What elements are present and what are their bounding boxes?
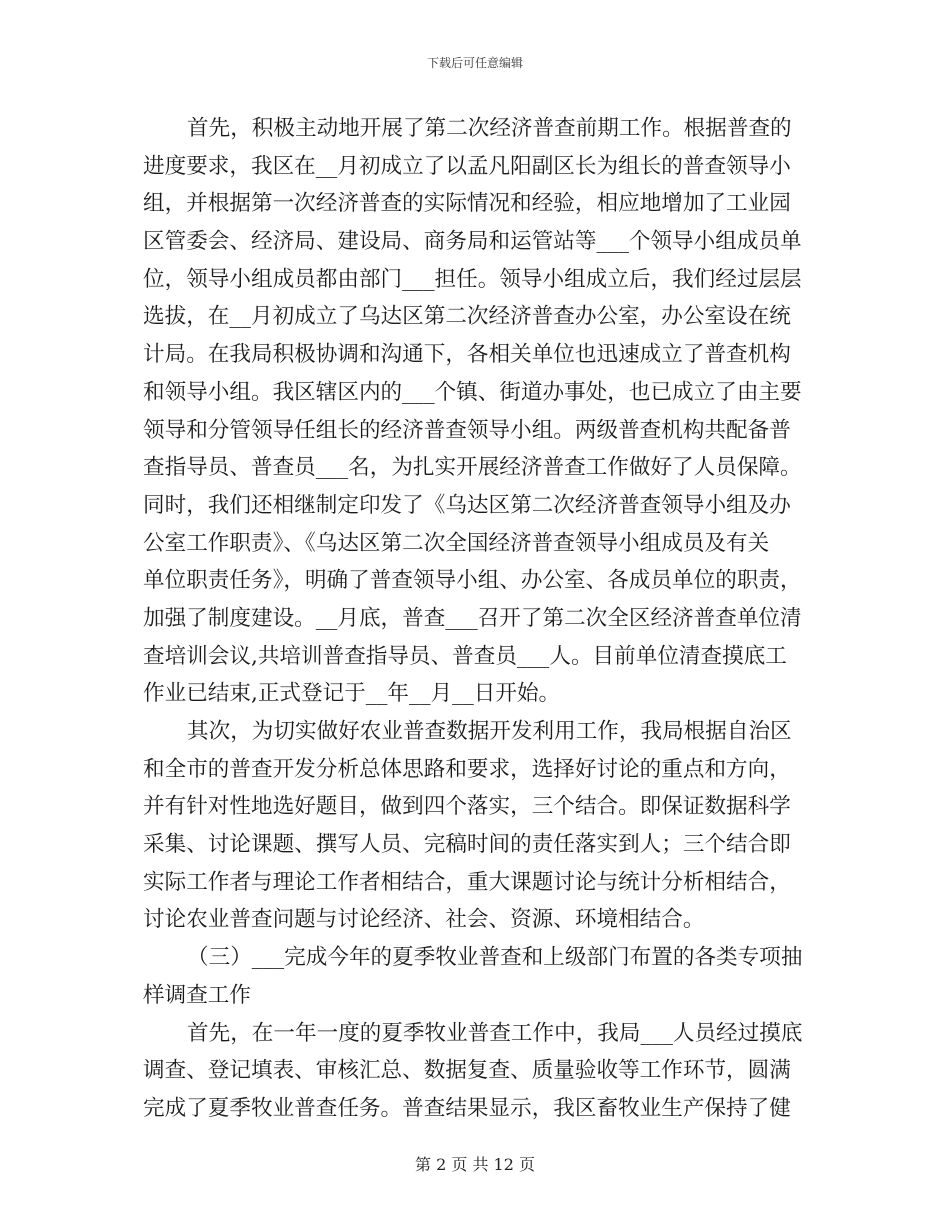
text-line: 同时，我们还相继制定印发了《乌达区第二次经济普查领导小组及办 xyxy=(143,492,791,518)
text-line: 公室工作职责》、《乌达区第二次全国经济普查领导小组成员及有关 xyxy=(143,530,770,556)
text-line: 区管委会、经济局、建设局、商务局和运管站等___个领导小组成员单 xyxy=(143,229,802,255)
page-number: 第 2 页 共 12 页 xyxy=(415,1155,535,1174)
text-line: 首先，在一年一度的夏季牧业普查工作中，我局___人员经过摸底 xyxy=(187,1020,803,1046)
section-heading: （三）___完成今年的夏季牧业普查和上级部门布置的各类专项抽 xyxy=(187,945,803,971)
text-line: 其次，为切实做好农业普查数据开发利用工作，我局根据自治区 xyxy=(187,719,792,744)
text-line: 计局。在我局积极协调和沟通下，各相关单位也迅速成立了普查机构 xyxy=(143,342,791,368)
text-line: 和全市的普查开发分析总体思路和要求，选择好讨论的重点和方向， xyxy=(143,756,791,782)
section-heading: 样调查工作 xyxy=(143,982,251,1008)
document-body xyxy=(143,110,808,1128)
text-line: 位，领导小组成员都由部门___担任。领导小组成立后，我们经过层层 xyxy=(143,266,802,292)
text-line: 查培训会议,共培训普查指导员、普查员___人。目前单位清查摸底工 xyxy=(143,643,787,669)
text-line: 单位职责任务》，明确了普查领导小组、办公室、各成员单位的职责， xyxy=(143,568,802,594)
text-line: 并有针对性地选好题目，做到四个落实，三个结合。即保证数据科学 xyxy=(143,794,791,820)
text-line: 完成了夏季牧业普查任务。普查结果显示，我区畜牧业生产保持了健 xyxy=(143,1095,791,1121)
header-note: 下载后可任意编辑 xyxy=(426,56,523,70)
text-line: 首先，积极主动地开展了第二次经济普查前期工作。根据普查的 xyxy=(187,116,792,141)
text-line: 查指导员、普查员___名，为扎实开展经济普查工作做好了人员保障。 xyxy=(143,455,802,481)
text-line: 调查、登记填表、审核汇总、数据复查、质量验收等工作环节，圆满 xyxy=(143,1058,791,1084)
text-line: 采集、讨论课题、撰写人员、完稿时间的责任落实到人；三个结合即 xyxy=(143,832,791,858)
text-line: 和领导小组。我区辖区内的___个镇、街道办事处，也已成立了由主要 xyxy=(143,379,802,405)
text-line: 选拔，在__月初成立了乌达区第二次经济普查办公室，办公室设在统 xyxy=(143,304,791,330)
text-line: 作业已结束,正式登记于__年__月__日开始。 xyxy=(143,681,561,707)
text-line: 实际工作者与理论工作者相结合，重大课题讨论与统计分析相结合， xyxy=(143,869,791,895)
text-line: 领导和分管领导任组长的经济普查领导小组。两级普查机构共配备普 xyxy=(143,417,791,443)
text-line: 组，并根据第一次经济普查的实际情况和经验，相应地增加了工业园 xyxy=(143,191,791,217)
text-line: 加强了制度建设。__月底，普查___召开了第二次全区经济普查单位清 xyxy=(143,605,802,631)
text-line: 讨论农业普查问题与讨论经济、社会、资源、环境相结合。 xyxy=(143,907,705,933)
text-line: 进度要求，我区在__月初成立了以孟凡阳副区长为组长的普查领导小 xyxy=(143,153,791,179)
